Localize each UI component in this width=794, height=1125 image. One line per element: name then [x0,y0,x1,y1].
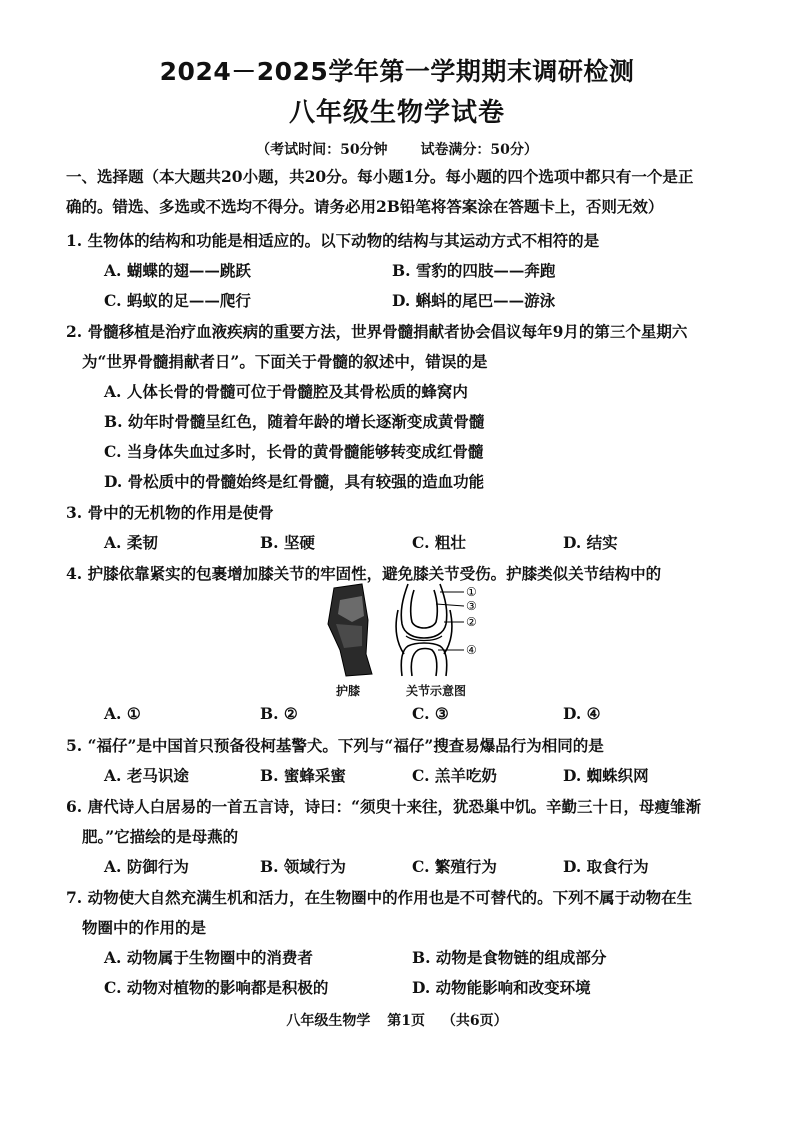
caption-joint-diagram: 关节示意图 [406,684,467,698]
joint-diagram [396,584,464,676]
q6-option-b: B. 领域行为 [260,857,346,876]
q3-option-b: B. 坚硬 [260,533,315,552]
q1-option-c: C. 蚂蚁的足——爬行 [104,291,251,310]
q3-option-c: C. 粗壮 [412,533,466,552]
label-3: ③ [466,599,477,613]
question-1-stem: 1. 生物体的结构和功能是相适应的。以下动物的结构与其运动方式不相符的是 [66,231,600,250]
label-1: ① [466,585,477,599]
question-4-stem: 4. 护膝依靠紧实的包裹增加膝关节的牢固性，避免膝关节受伤。护膝类似关节结构中的 [66,564,662,583]
q7-option-d: D. 动物能影响和改变环境 [412,978,591,997]
q5-option-d: D. 蜘蛛织网 [563,766,649,785]
q2-option-b: B. 幼年时骨髓呈红色，随着年龄的增长逐渐变成黄骨髓 [104,412,485,431]
q4-option-c: C. ③ [412,704,449,723]
caption-knee-pad: 护膝 [336,684,361,698]
question-7-stem-line1: 7. 动物使大自然充满生机和活力，在生物圈中的作用也是不可替代的。下列不属于动物在生 [66,888,693,907]
knee-pad-image [328,584,372,676]
exam-meta [0,139,794,159]
q1-option-a: A. 蝴蝶的翅——跳跃 [104,261,251,280]
footer-page-number: 第1页 [387,1013,425,1029]
footer-total-pages: （共6页） [441,1013,508,1029]
exam-title: 2024－2025学年第一学期期末调研检测 [159,57,635,86]
section-instructions-line1: 一、选择题（本大题共20小题，共20分。每小题1分。每小题的四个选项中都只有一个是正 [66,167,694,186]
q2-option-d: D. 骨松质中的骨髓始终是红骨髓，具有较强的造血功能 [104,472,485,491]
q1-option-b: B. 雪豹的四肢——奔跑 [392,261,556,280]
question-6-stem-line2: 肥。”它描绘的是母燕的 [82,827,239,846]
question-2-stem-line2: 为“世界骨髓捐献者日”。下面关于骨髓的叙述中，错误的是 [82,352,488,371]
q7-option-a: A. 动物属于生物圈中的消费者 [104,948,313,967]
q6-option-d: D. 取食行为 [563,857,649,876]
section-instructions-line2: 确的。错选、多选或不选均不得分。请务必用2B铅笔将答案涂在答题卡上，否则无效） [66,197,664,216]
question-5-stem: 5. “福仔”是中国首只预备役柯基警犬。下列与“福仔”搜查易爆品行为相同的是 [66,736,604,755]
q2-option-a: A. 人体长骨的骨髓可位于骨髓腔及其骨松质的蜂窝内 [104,382,468,401]
footer-subject: 八年级生物学 [286,1013,371,1029]
q1-option-d: D. 蝌蚪的尾巴——游泳 [392,291,556,310]
exam-time: （考试时间：50分钟 [256,142,388,158]
page-footer [0,1010,794,1030]
q4-figure [322,580,502,700]
exam-score: 试卷满分：50分） [420,142,538,158]
label-4: ④ [466,643,477,657]
q4-option-d: D. ④ [563,704,601,723]
q2-option-c: C. 当身体失血过多时，长骨的黄骨髓能够转变成红骨髓 [104,442,484,461]
q4-option-b: B. ② [260,704,298,723]
question-7-stem-line2: 物圈中的作用的是 [82,918,207,937]
q3-option-d: D. 结实 [563,533,618,552]
q3-option-a: A. 柔韧 [104,533,158,552]
exam-subtitle: 八年级生物学试卷 [288,98,505,128]
question-2-stem-line1: 2. 骨髓移植是治疗血液疾病的重要方法，世界骨髓捐献者协会倡议每年9月的第三个星期六 [66,322,688,341]
q6-option-a: A. 防御行为 [104,857,189,876]
q4-option-a: A. ① [104,704,141,723]
q6-option-c: C. 繁殖行为 [412,857,497,876]
q5-option-c: C. 羔羊吃奶 [412,766,497,785]
q7-option-b: B. 动物是食物链的组成部分 [412,948,607,967]
q5-option-b: B. 蜜蜂采蜜 [260,766,346,785]
question-3-stem: 3. 骨中的无机物的作用是使骨 [66,503,274,522]
q5-option-a: A. 老马识途 [104,766,189,785]
label-2: ② [466,615,477,629]
q7-option-c: C. 动物对植物的影响都是积极的 [104,978,329,997]
question-6-stem-line1: 6. 唐代诗人白居易的一首五言诗，诗曰：“须臾十来往，犹恐巢中饥。辛勤三十日，母瘦雏渐 [66,797,701,816]
